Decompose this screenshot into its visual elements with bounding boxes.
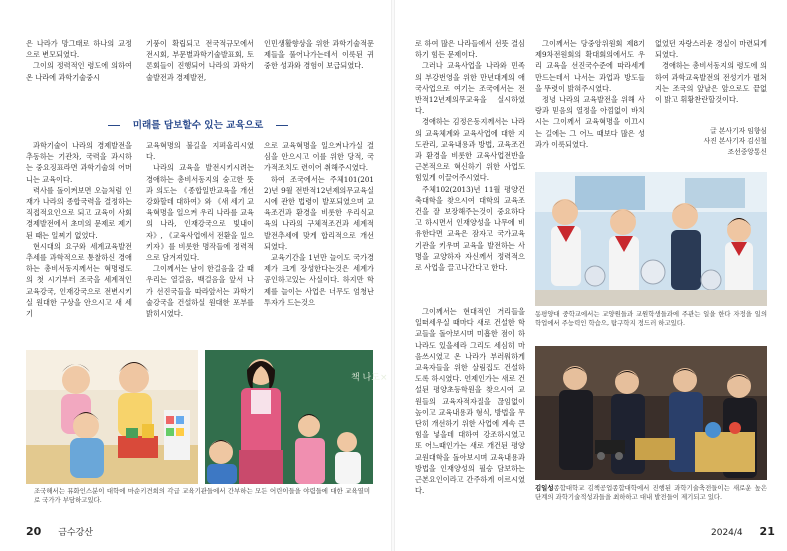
paragraph: 그이께서는 당중앙위원회 제8기 제9차전원회의 확대회의에서도 우리 교육을 선진국수준에 따라세게 만드는데서 나서는 과업과 방도들을 뚜렷이 밝혀주시였다. bbox=[535, 39, 645, 93]
paragraph: 로 하여 많은 나라들에서 선뜻 결심하기 힘든 문제이다. bbox=[415, 39, 525, 60]
page-number-left: 20 bbox=[26, 525, 42, 538]
caption-bold-lead: 김일성 bbox=[535, 484, 554, 492]
page-number-right: 21 bbox=[759, 525, 775, 538]
photo-teacher-blackboard bbox=[205, 350, 388, 484]
paragraph: 인민생활향상을 위한 과학기술적문제들을 풀어나가는데서 이룩된 귀중한 성과와 경험이 보급되였다. bbox=[264, 39, 374, 71]
caption-text: 종합대학교 김책공업종합대학에서 진행된 과학기술축전들이는 새로운 높은 단계의 과학기술적성과들을 최하하고 대내 발전들이 제기되고 있다. bbox=[535, 484, 767, 502]
right-folio bbox=[711, 526, 775, 539]
photo-robotics-image bbox=[535, 346, 767, 480]
paragraph: 은 나라가 망그태로 하나의 교정으로 변모되였다. bbox=[26, 39, 132, 60]
byline-writer: 글 본사기자 임향심 bbox=[710, 127, 767, 135]
right-column-2-spacer bbox=[535, 336, 645, 346]
section-subhead bbox=[122, 118, 274, 134]
paragraph: 으로 교육혁명을 일으켜나가실 결심을 안으시고 이를 위한 당적, 국가적조치도 련이어 취해주시였다. bbox=[264, 141, 374, 173]
photo-caption-students: 동평양대 중학교에서는 교양원들과 교원학생들과에 주관는 일을 한다 자정을 일의 학업에서 주능력인 학습으, 탐구학지 정드러 하고있다. bbox=[535, 310, 767, 328]
photo-kindergarten-image bbox=[26, 350, 198, 484]
paragraph: 현시대의 요구와 세계교육발전추세를 과학적으로 통찰하신 경애하는 총비서동지께서는 혁명령도의 첫 시기부터 조국을 세계적인 교육강국, 인재강국으로 전변시키실 원대한 구상을 안으시고 새 세기 bbox=[26, 241, 132, 319]
byline-credit bbox=[655, 126, 767, 166]
board-text: 책 나도× bbox=[351, 373, 388, 383]
paragraph-text: 경애하는 김정은동지께서는 나라의 교육체계와 교육사업에 대한 지도관리, 교육내용과 방법, 교육조건과 환경을 비롯한 교육사업전반을 근본적으로 혁신하기 위한 사업도 힘있게 이끌어주시였다. bbox=[415, 117, 525, 183]
left-top-column-1 bbox=[26, 38, 132, 84]
issue-number: 2024/4 bbox=[711, 528, 743, 538]
subhead-rule-right bbox=[276, 125, 288, 126]
paragraph: 그러나 교육사업을 나라와 민족의 부강번영을 위한 만년대계의 애국사업으로 여기는 조국에서는 전반적12년제의무교육을 실시하였다. bbox=[415, 61, 525, 116]
right-column-1-lower bbox=[415, 306, 525, 518]
magazine-name: 금수강산 bbox=[58, 528, 93, 538]
paragraph: 기풍이 확립되고 전국적규모에서 전시회, 부문별과학기술발표회, 토론회들이 진행되어 나라의 과학기술발전과 경제발전, bbox=[146, 39, 254, 82]
paragraph: 력사를 돌이켜보면 오늘처럼 인재가 나라의 종합국력을 결정하는 직접적요인으로 되고 교육이 사회경제발전에서 초미의 문제로 제기된 때는 일찌기 없었다. bbox=[26, 185, 132, 240]
right-column-1 bbox=[415, 38, 525, 300]
paragraph: 그이께서는 남이 한걸음을 갈 때 우리는 열걸음, 백걸음을 앞서 나가 선진국들을 따라앞서는 과학기술강국을 건설하실 원대한 포부를 밝히시였다. bbox=[146, 264, 254, 319]
photo-students-lab bbox=[535, 172, 767, 306]
subhead-text: 미래를 담보할수 있는 교육으로 bbox=[132, 120, 264, 131]
photo-caption-left: 조국해서는 뮤화인스분이 대학에 마순키견희의 각급 교육기관들에서 간부하는 모든 어린이들을 야렴들에 대한 교육열미로 국가가 부담하고있다. bbox=[34, 487, 370, 505]
paragraph: 경애하는 총비서동지의 령도에 의하여 과학교육발전의 전성기가 펼쳐지는 조국의 앞날은 앞으로도 끝없이 밝고 휘황찬란할것이다. bbox=[655, 61, 767, 105]
paragraph: 그이의 정력적인 령도에 의하여 온 나라에 과학기술중시 bbox=[26, 61, 132, 82]
left-lower-column-3 bbox=[264, 140, 374, 340]
byline-agency: 조선중앙통신 bbox=[727, 147, 767, 156]
left-top-column-3 bbox=[264, 38, 374, 84]
paragraph: 과학기술이 나라의 경제발전을 추동하는 기관차, 국력을 과시하는 중요징표라면 과학기술의 어머니는 교육이다. bbox=[26, 141, 132, 184]
paragraph: 나라의 교육을 발전시키시려는 경애하는 총비서동지의 숭고한 뜻과 의도는 《종합일반교육을 개선강화할데 대하여》와 《새 세기 교육혁명을 일으켜 우리 나라를 교육의 나라, 인재강국으로 빛내이자》, 《교육사업에서 전환을 일으키자》를 비롯한 명작들에 정력적으로 담겨져있다. bbox=[146, 163, 254, 263]
left-lower-column-1 bbox=[26, 140, 132, 340]
blackboard-writing bbox=[351, 371, 387, 383]
paragraph bbox=[415, 116, 525, 183]
photo-students-image bbox=[535, 172, 767, 306]
left-folio bbox=[26, 526, 93, 539]
byline-photographer: 사진 본사기자 김신철 bbox=[703, 137, 767, 146]
right-column-2-top bbox=[535, 38, 645, 166]
photo-teacher-image bbox=[205, 350, 388, 484]
photo-robotics-exhibit bbox=[535, 346, 767, 480]
right-page bbox=[393, 0, 787, 551]
paragraph: 없었던 자랑스러운 경실이 마련되게 되였다. bbox=[655, 39, 767, 60]
paragraph: 그이께서는 현대적인 거리들을 일떠세우실 때마다 새로 건설한 학교들을 돌아보시며 미흡한 점이 하나라도 있을세라 그리도 세심히 마음쓰시였고 온 나라가 부러워하게 교육자들을 위한 살림집도 건설하도록 하시였다. 언제인가는 새로 건설된 평양초등학원을 찾으시여 교원들의 교육자적자질을 끊임없이 높이고 교육내용과 형식, 방법을 무단히 개선하기 위한 사업에 계속 큰 힘을 넣을데 대하여 강조하시였고 또 어느때인가는 새로 개건된 평양교원대학을 돌아보시며 교육내용과 방법을 인재양성의 필승 담보하는 근본요인이라고 간주하게 이르시였다. bbox=[415, 307, 525, 496]
left-top-column-2 bbox=[146, 38, 254, 84]
paragraph: 교육혁명의 불길을 지펴올리시였다. bbox=[146, 141, 254, 162]
paragraph: 교육기간을 1년만 늘이도 국가경제가 크게 장성한다는것은 세계가 공인하고있는 사실이다. 하지만 학제를 늘이는 사업은 너무도 엄청난 투자가 드는것으 bbox=[264, 253, 374, 307]
photo-caption-robotics bbox=[535, 484, 767, 514]
right-column-3-top bbox=[655, 38, 767, 122]
left-lower-column-2 bbox=[146, 140, 254, 340]
paragraph: 정녕 나라의 교육발전을 위해 사랑과 믿음의 열정을 아낌없이 바치시는 그이께서 교육혁명을 이끄시는 길에는 그 어느 때보다 많은 성과가 이룩되였다. bbox=[535, 95, 645, 149]
paragraph: 하여 조국에서는 주체101(2012)년 9월 전반적12년제의무교육실시에 관한 법령이 발포되였으며 교육조건과 환경을 비롯한 우리식교육의 나라의 구체적조건과 세계적발전추세에 맞게 합리적으로 개선되였다. bbox=[264, 174, 374, 251]
left-page bbox=[0, 0, 393, 551]
photo-kindergarten-children bbox=[26, 350, 198, 484]
paragraph: 주체102(2013)년 11월 평양건축대학을 찾으시여 대학의 교육조건을 잘 보장해주는것이 중요하다고 하시면서 인재양성을 나무에 비유한다면 교육은 잠자고 국가교육기관을 키우며 교육을 발전하는 사명을 교양하자 자신께서 정력적으로 사업을 끌고나간다고 한다. bbox=[415, 184, 525, 273]
subhead-rule-left bbox=[108, 125, 120, 126]
